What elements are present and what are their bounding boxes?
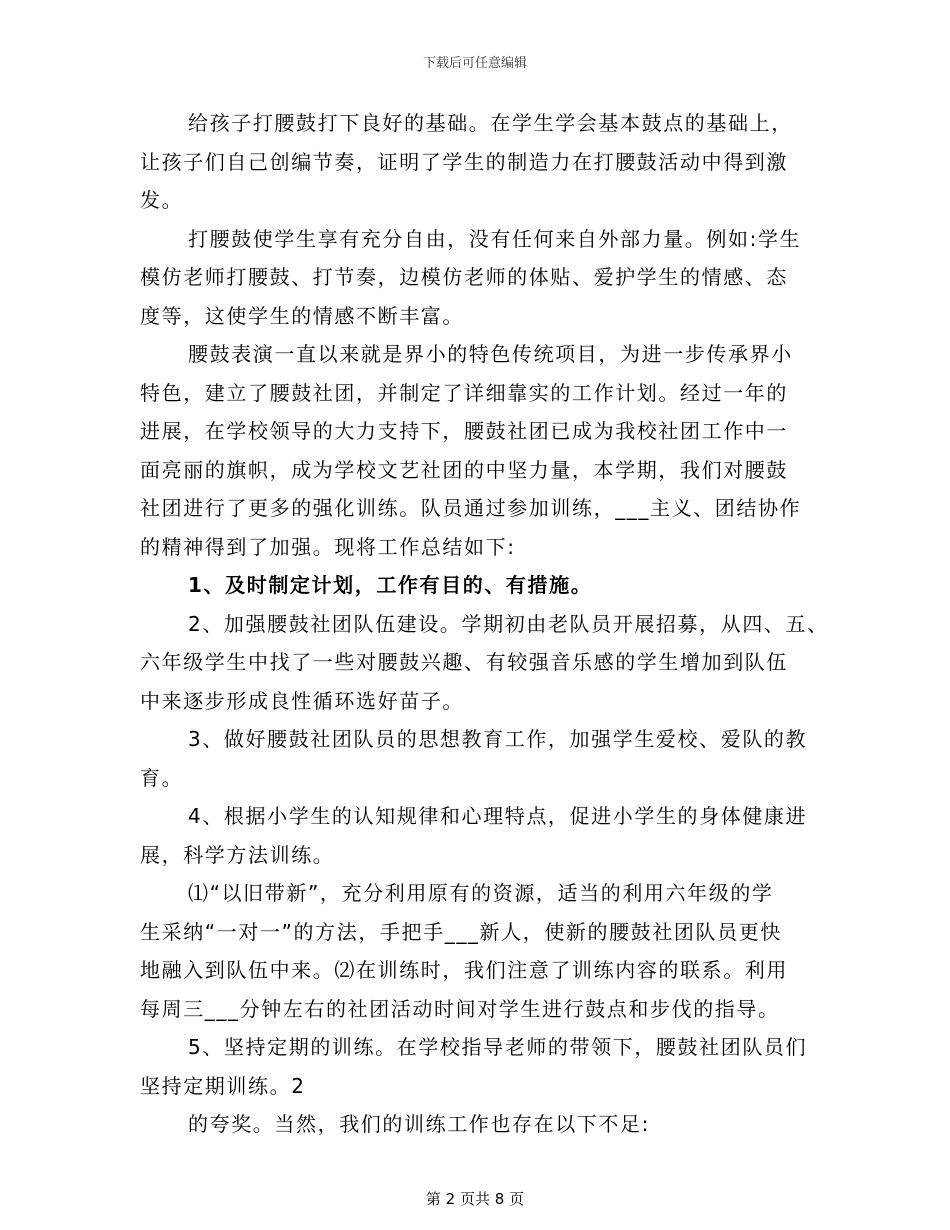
body-line: 育。 (140, 765, 184, 790)
body-line: 发。 (140, 188, 184, 212)
body-line: 腰鼓表演一直以来就是界小的特色传统项目，为进一步传承界小 (188, 342, 793, 366)
body-line: 的精神得到了加强。现将工作总结如下: (140, 534, 516, 559)
body-line: 4、根据小学生的认知规律和心理特点，促进小学生的身体健康进 (188, 804, 808, 828)
body-line: 5、坚持定期的训练。在学校指导老师的带领下，腰鼓社团队员们 (188, 1035, 808, 1059)
body-line: 2、加强腰鼓社团队伍建设。学期初由老队员开展招募，从四、五、 (188, 611, 829, 636)
body-line: 面亮丽的旗帜，成为学校文艺社团的中坚力量，本学期，我们对腰鼓 (140, 457, 788, 482)
body-line: 每周三___分钟左右的社团活动时间对学生进行鼓点和步伐的指导。 (140, 996, 780, 1021)
body-line: 进展，在学校领导的大力支持下，腰鼓社团已成为我校社团工作中一 (140, 419, 788, 443)
body-line: 地融入到队伍中来。⑵在训练时，我们注意了训练内容的联系。利用 (140, 958, 788, 982)
body-line: 打腰鼓使学生享有充分自由，没有任何来自外部力量。例如:学生 (188, 226, 802, 251)
page-footer: 第 2 页共 8 页 (425, 1190, 525, 1208)
body-line: 坚持定期训练。2 (140, 1073, 306, 1098)
body-line: 中来逐步形成良性循环选好苗子。 (140, 688, 464, 713)
body-line: 模仿老师打腰鼓、打节奏，边模仿老师的体贴、爱护学生的情感、态 (140, 265, 788, 289)
body-line: 社团进行了更多的强化训练。队员通过参加训练，___主义、团结协作 (140, 496, 802, 520)
body-line: 度等，这使学生的情感不断丰富。 (140, 303, 464, 328)
document-body (140, 104, 840, 1144)
body-line: 生采纳“一对一”的方法，手把手___新人，使新的腰鼓社团队员更快 (140, 919, 782, 944)
body-line: 展，科学方法训练。 (140, 842, 335, 867)
body-line: 特色，建立了腰鼓社团，并制定了详细靠实的工作计划。经过一年的 (140, 380, 788, 405)
body-line: 3、做好腰鼓社团队员的思想教育工作，加强学生爱校、爱队的教 (188, 727, 808, 751)
body-line: ⑴“以旧带新”，充分利用原有的资源，适当的利用六年级的学 (188, 881, 774, 905)
body-line: 让孩子们自己创编节奏，证明了学生的制造力在打腰鼓活动中得到激 (140, 149, 788, 174)
body-line: 给孩子打腰鼓打下良好的基础。在学生学会基本鼓点的基础上， (188, 111, 793, 135)
body-line: 的夸奖。当然，我们的训练工作也存在以下不足: (188, 1112, 650, 1136)
page-header: 下载后可任意编辑 (422, 56, 527, 71)
section-heading: 1、及时制定计划，工作有目的、有措施。 (188, 573, 593, 597)
body-line: 六年级学生中找了一些对腰鼓兴趣、有较强音乐感的学生增加到队伍 (140, 650, 788, 674)
